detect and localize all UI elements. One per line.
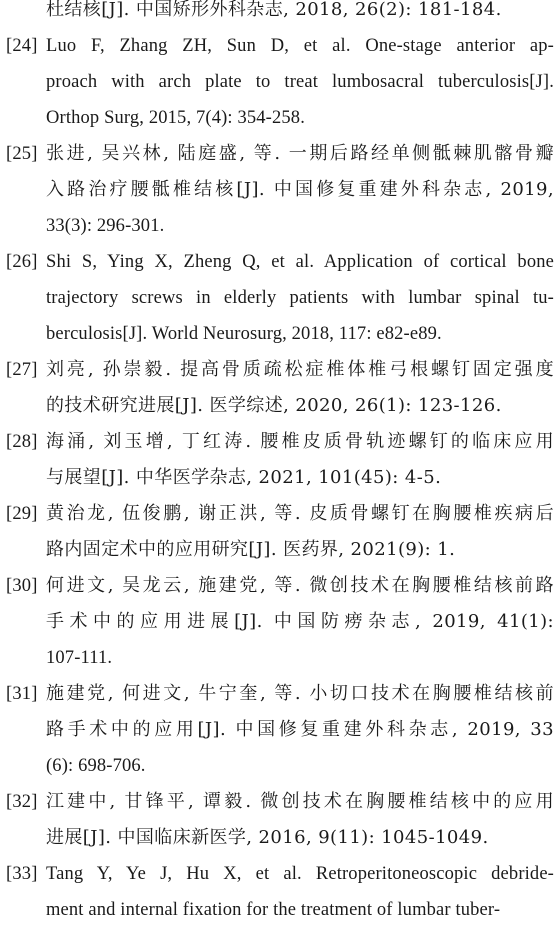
reference-line: berculosis[J]. World Neurosurg, 2018, 117: e82-e89. — [46, 324, 442, 344]
reference-text — [46, 568, 554, 676]
reference-line: Tang Y, Ye J, Hu X, et al. Retroperitoneoscopic debride- — [46, 864, 554, 884]
reference-number: [24] — [6, 36, 38, 56]
reference-line: Orthop Surg, 2015, 7(4): 354-258. — [46, 108, 305, 128]
reference-line: 刘亮, 孙崇毅. 提高骨质疏松症椎体椎弓根螺钉固定强度 — [46, 359, 554, 380]
reference-line: (6): 698-706. — [46, 756, 146, 776]
reference-line: 施建党, 何进文, 牛宁奎, 等. 小切口技术在胸腰椎结核前 — [46, 683, 554, 704]
reference-number: [32] — [6, 792, 38, 812]
reference-line: 的技术研究进展[J]. 医学综述, 2020, 26(1): 123-126. — [46, 395, 502, 416]
reference-text — [46, 0, 554, 28]
reference-line: 张进, 吴兴林, 陆庭盛, 等. 一期后路经单侧骶棘肌髂骨瓣 — [46, 143, 554, 164]
reference-text — [46, 676, 554, 784]
reference-line: 手术中的应用进展[J]. 中国防痨杂志, 2019, 41(1): — [46, 611, 554, 632]
reference-line: Luo F, Zhang ZH, Sun D, et al. One-stage anterior ap- — [46, 36, 554, 56]
reference-item — [6, 784, 554, 856]
reference-text — [46, 496, 554, 568]
reference-item — [6, 244, 554, 352]
reference-text — [46, 244, 554, 352]
reference-text — [46, 28, 554, 136]
reference-number: [31] — [6, 684, 38, 704]
reference-item — [6, 352, 554, 424]
reference-item — [6, 496, 554, 568]
reference-line: trajectory screws in elderly patients with lumbar spinal tu- — [46, 288, 554, 308]
reference-number: [25] — [6, 144, 38, 164]
reference-number: [27] — [6, 360, 38, 380]
reference-item — [6, 568, 554, 676]
reference-line: ment and internal fixation for the treatment of lumbar tuber- — [46, 900, 501, 920]
reference-number: [29] — [6, 504, 38, 524]
reference-text — [46, 136, 554, 244]
reference-list — [6, 0, 554, 928]
reference-number: [28] — [6, 432, 38, 452]
reference-item — [6, 424, 554, 496]
reference-line: 入路治疗腰骶椎结核[J]. 中国修复重建外科杂志, 2019, — [46, 179, 554, 200]
reference-line: 江建中, 甘锋平, 谭毅. 微创技术在胸腰椎结核中的应用 — [46, 791, 554, 812]
reference-line: proach with arch plate to treat lumbosacral tuberculosis[J]. — [46, 72, 554, 92]
reference-line: 何进文, 吴龙云, 施建党, 等. 微创技术在胸腰椎结核前路 — [46, 575, 554, 596]
reference-text — [46, 856, 554, 928]
reference-item — [6, 676, 554, 784]
reference-line: 107-111. — [46, 648, 113, 668]
reference-text — [46, 784, 554, 856]
reference-item — [6, 28, 554, 136]
reference-number: [26] — [6, 252, 38, 272]
reference-item — [6, 0, 554, 28]
reference-line: 路手术中的应用[J]. 中国修复重建外科杂志, 2019, 33 — [46, 719, 554, 740]
reference-line: 进展[J]. 中国临床新医学, 2016, 9(11): 1045-1049. — [46, 827, 489, 848]
reference-text — [46, 352, 554, 424]
reference-line: 杜结核[J]. 中国矫形外科杂志, 2018, 26(2): 181-184. — [46, 0, 502, 20]
reference-line: 海涌, 刘玉增, 丁红涛. 腰椎皮质骨轨迹螺钉的临床应用 — [46, 431, 554, 452]
reference-number: [30] — [6, 576, 38, 596]
reference-text — [46, 424, 554, 496]
reference-line: Shi S, Ying X, Zheng Q, et al. Application of cortical bone — [46, 252, 554, 272]
reference-item — [6, 856, 554, 928]
reference-number: [33] — [6, 864, 38, 884]
reference-line: 33(3): 296-301. — [46, 216, 165, 236]
reference-line: 路内固定术中的应用研究[J]. 医药界, 2021(9): 1. — [46, 539, 456, 560]
reference-line: 黄治龙, 伍俊鹏, 谢正洪, 等. 皮质骨螺钉在胸腰椎疾病后 — [46, 503, 554, 524]
reference-item — [6, 136, 554, 244]
reference-line: 与展望[J]. 中华医学杂志, 2021, 101(45): 4-5. — [46, 467, 442, 488]
